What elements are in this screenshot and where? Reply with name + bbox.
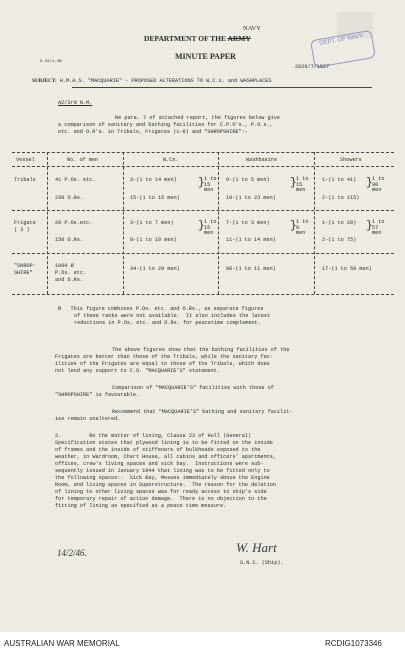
addressee: A2/3rd N.M. [58,100,93,106]
washbasin-cell: 10-(1 to 23 men) [226,195,276,201]
subject-underline [72,87,372,88]
washbasin-total: 1 to 15 men [296,176,309,194]
vessel-cell: SHIRE" [14,270,33,276]
vessel-cell: Frigate [14,220,36,226]
men-cell: 1000 Ø [55,263,74,269]
washbasin-total: 1 to 9 men [296,219,309,237]
received-stamp: DEPT. OF NAVY [310,30,376,68]
washbasin-cell: 9-(1 to 5 men) [226,177,270,183]
vessel-cell: "SHROP- [14,263,36,269]
wc-total: 1 to 15 men [204,219,217,237]
shower-total: 1 to 90 men [372,176,385,194]
signatory-title: S.N.C. (Ship). [240,560,284,566]
men-cell: 41 P.Os. etc. [55,177,96,183]
brace-icon: } [366,177,373,189]
men-cell: and O.Rs. [55,277,84,283]
column-header: Showers [340,157,362,163]
brace-icon: } [290,220,297,232]
department-heading: DEPARTMENT OF THE ARMY [144,34,251,43]
shower-cell: 2-(1 to 75) [322,237,357,243]
wc-cell: 34-(1 to 29 men) [130,266,180,272]
men-cell: P.Os. etc. [55,270,87,276]
shower-cell: 2-(1 to 115) [322,195,360,201]
column-header: Vessel [16,157,35,163]
wc-cell: 8-(1 to 19 men) [130,237,177,243]
shower-cell: 17-(1 to 59 men) [322,266,372,272]
signature: W. Hart [236,540,277,555]
intro-line: etc. and O.R's. in Tribals, Frigates (1-8) and "SHROPSHIRE":- [58,129,248,135]
shower-cell: 1-(1 to 41) [322,177,357,183]
washbasin-cell: 11-(1 to 14 men) [226,237,276,243]
footer-id: RCDIG1073346 [325,639,382,648]
wc-total: 1 to 15 men [204,176,217,194]
shower-cell: 1-(1 to 20) [322,220,357,226]
washbasin-cell: 90-(1 to 11 men) [226,266,276,272]
handwritten-date: 14/2/46. [57,548,87,558]
page-title: MINUTE PAPER [175,52,236,61]
vessel-cell: ( 3 ) [14,227,30,233]
wc-cell: 15-(1 to 15 men) [130,195,180,201]
subject-line: SUBJECT: H.M.A.S. "MACQUARIE" - PROPOSED ALTERATIONS TO W.C.s. and WASHPLACES [32,78,272,84]
wc-cell: 3-(1 to 7 men) [130,220,174,226]
intro-line: a comparison of sanitary and bathing facilities for C.P.O's., P.O.s., [58,122,273,128]
column-header: Washbasins [246,157,278,163]
wc-cell: 3-(1 to 14 men) [130,177,177,183]
brace-icon: } [198,177,205,189]
men-cell: 20 P.Os.etc. [55,220,93,226]
men-cell: 230 O.Rs. [55,195,84,201]
brace-icon: } [290,177,297,189]
brace-icon: } [366,220,373,232]
file-mark: S.42/1.4B [40,60,62,64]
brace-icon: } [198,220,205,232]
footer-credit: AUSTRALIAN WAR MEMORIAL [4,639,120,648]
intro-line: Re para. 7 of attached report, the figures below give [115,115,280,121]
reference-number: 2026/7/1527 [295,64,330,70]
men-cell: 150 O.Rs. [55,237,84,243]
shower-total: 1 to 57 men [372,219,385,237]
column-header: No. of men [67,157,99,163]
department-correction: NAVY [243,25,261,32]
vessel-cell: Tribals [14,177,36,183]
washbasin-cell: 7-(1 to 3 men) [226,220,270,226]
document-page: S.42/1.4B DEPT. OF NAVY DEPARTMENT OF THE ARMY NAVY MINUTE PAPER 2026/7/1527 SUBJECT: H.M.A.S. "MACQUARIE" - PROPOSED ALTERATIONS TO W.C.s. and WASHPLACES A2/3rd N.M. Re para. 7 of attached report, the figures below give a comparison of sanitary and bathing facilities for C.P.O's., P.O.s., etc. and O.R's. in Tribals, Frigates (1-8) and "SHROPSHIRE":- Vessel No. of men W.Cs. Washbasins Showers Tribals 41 P.Os. etc. 230 O.Rs. 3-(1 to 14 men) 15-(1 to 15 men) } 1 to 15 men 9-(1 to 5 men) 10-(1 to 23 men) } 1 to 15 men 1-(1 to 41) 2-(1 to 115) } 1 to 90 men Frigate ( 3 ) 20 P.Os.etc. 150 O.Rs. 3-(1 to 7 men) 8-(1 to 19 men) } 1 to 15 men 7-(1 to 3 men) 11-(1 to 14 men) } 1 to 9 men 1-(1 to 20) 2-(1 to 75) } 1 to 57 men "SHROP- SHIRE" 1000 Ø P.Os. etc. and O.Rs. 34-(1 to 29 men) 90-(1 to 11 men) 17-(1 to 59 men) Ø This figure combines P.Os. etc. and O.Rs., as separate figures of these ranks were not available. It also includes the latest reductions in P.Os. etc. and O.Rs. for peacetime complement. The above figures show that the bathing facilities of the Frigates are better than those of the Tribals, while the sanitary fac- ilities of the Frigates are equal to those of the Tribals, which does not lend any support to C.O. "MACQUARIE'S" statement. Comparison of "MACQUARIE'S" facilities with those of "SHROPSHIRE" is favourable. Recommend that "MACQUARIE'S" bathing and sanitary facilit- ies remain unaltered. 2. Re the matter of lining, Clause 23 of Hull (General) Specification states that plywood lining is to be fitted on the inside of frames and the inside of stiffeners of bulkheads exposed to the weather, in Wardroom, Chart House, all cabins and officers' apartments, offices, crew's living spaces and sick bay. Instructions were sub- sequently issued in January 1944 that lining was to be fitted only to the following spaces:- Sick Bay, Messes immediately above the Engine Room, and living spaces in Superstructure. The reason for the deletion of lining to other living spaces was for ready access to ship's side for temporary repair of action damage. There is no objection to the fitting of lining as specified as a peace time measure. 14/2/46. W. Hart S.N.C. (Ship). [0,0,405,632]
column-header: W.Cs. [163,157,179,163]
